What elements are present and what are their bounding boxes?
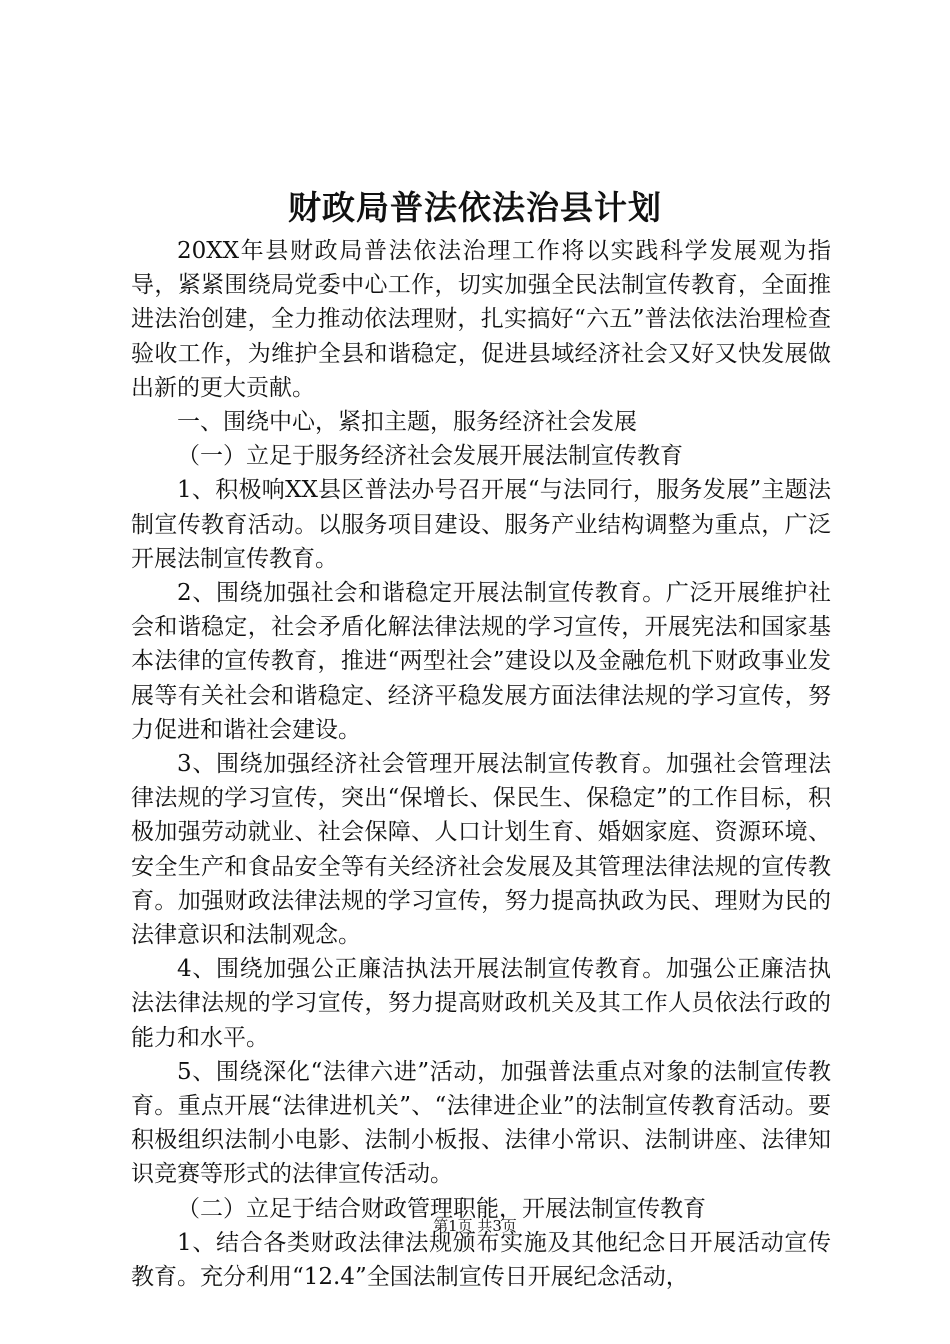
intro-paragraph: 20XX年县财政局普法依法治理工作将以实践科学发展观为指导，紧紧围绕局党委中心工作，切实加强全民法制宣传教育，全面推进法治创建，全力推动依法理财，扎实搞好“六五”普法依法治理检查验收工作，为维护全县和谐稳定，促进县域经济社会又好又快发展做出新的更大贡献。	[131, 238, 831, 401]
item-paragraph-2: 2、围绕加强社会和谐稳定开展法制宣传教育。广泛开展维护社会和谐稳定，社会矛盾化解法律法规的学习宣传，开展宪法和国家基本法律的宣传教育，推进“两型社会”建设以及金融危机下财政事业发展等有关社会和谐稳定、经济平稳发展方面法律法规的学习宣传，努力促进和谐社会建设。	[131, 580, 831, 743]
page-footer: 第1页 共3页	[433, 1217, 517, 1235]
subsection-heading-1: （一）立足于服务经济社会发展开展法制宣传教育	[177, 443, 683, 470]
item-paragraph-6: 1、结合各类财政法律法规颁布实施及其他纪念日开展活动宣传教育。充分利用“12.4”全国法制宣传日开展纪念活动，	[131, 1229, 831, 1291]
item-paragraph-3: 3、围绕加强经济社会管理开展法制宣传教育。加强社会管理法律法规的学习宣传，突出“保增长、保民生、保稳定”的工作目标，积极加强劳动就业、社会保障、人口计划生育、婚姻家庭、资源环境、安全生产和食品安全等有关经济社会发展及其管理法律法规的宣传教育。加强财政法律法规的学习宣传，努力提高执政为民、理财为民的法律意识和法制观念。	[131, 751, 831, 949]
item-paragraph-4: 4、围绕加强公正廉洁执法开展法制宣传教育。加强公正廉洁执法法律法规的学习宣传，努力提高财政机关及其工作人员依法行政的能力和水平。	[131, 956, 831, 1051]
section-heading-1: 一、围绕中心，紧扣主题，服务经济社会发展	[177, 409, 637, 436]
item-paragraph-1: 1、积极响XX县区普法办号召开展“与法同行，服务发展”主题法制宣传教育活动。以服务项目建设、服务产业结构调整为重点，广泛开展法制宣传教育。	[131, 477, 831, 572]
item-paragraph-5: 5、围绕深化“法律六进”活动，加强普法重点对象的法制宣传教育。重点开展“法律进机关”、“法律进企业”的法制宣传教育活动。要积极组织法制小电影、法制小板报、法律小常识、法制讲座、法律知识竞赛等形式的法律宣传活动。	[131, 1058, 831, 1188]
document-body	[131, 234, 831, 1294]
document-title: 财政局普法依法治县计划	[288, 188, 662, 227]
subsection-heading-2: （二）立足于结合财政管理职能，开展法制宣传教育	[177, 1195, 706, 1222]
